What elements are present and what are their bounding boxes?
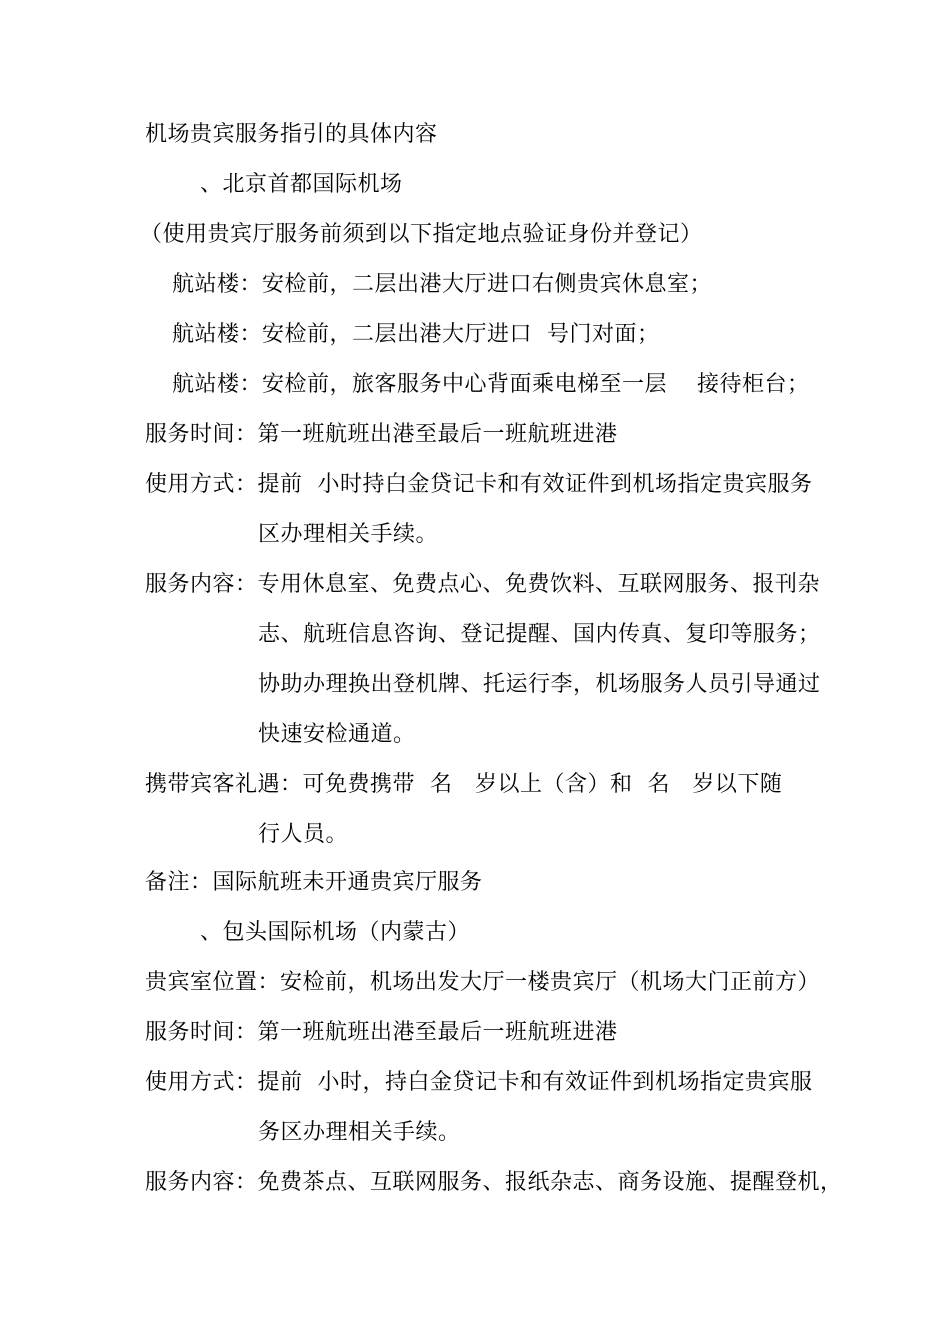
document-title: 机场贵宾服务指引的具体内容 (145, 122, 438, 147)
service-content-continued: 协助办理换出登机牌、托运行李，机场服务人员引导通过 (258, 672, 821, 697)
usage-method: 使用方式：提前 小时，持白金贷记卡和有效证件到机场指定贵宾服 (145, 1070, 813, 1095)
service-content: 服务内容：免费茶点、互联网服务、报纸杂志、商务设施、提醒登机， (145, 1170, 843, 1195)
service-content-continued: 快速安检通道。 (258, 722, 416, 747)
terminal-line: 航站楼：安检前，旅客服务中心背面乘电梯至一层 接待柜台； (172, 372, 810, 397)
lounge-location: 贵宾室位置：安检前，机场出发大厅一楼贵宾厅（机场大门正前方） (145, 970, 821, 995)
service-time: 服务时间：第一班航班出港至最后一班航班进港 (145, 422, 618, 447)
section-heading-baotou: 、包头国际机场（内蒙古） (200, 920, 471, 945)
service-time: 服务时间：第一班航班出港至最后一班航班进港 (145, 1020, 618, 1045)
guest-privilege: 携带宾客礼遇：可免费携带 名 岁以上（含）和 名 岁以下随 (145, 772, 783, 797)
usage-method-continued: 区办理相关手续。 (258, 522, 439, 547)
registration-note: （使用贵宾厅服务前须到以下指定地点验证身份并登记） (140, 222, 703, 247)
usage-method: 使用方式：提前 小时持白金贷记卡和有效证件到机场指定贵宾服务 (145, 472, 813, 497)
service-content-continued: 志、航班信息咨询、登记提醒、国内传真、复印等服务； (258, 622, 821, 647)
usage-method-continued: 务区办理相关手续。 (258, 1120, 461, 1145)
guest-privilege-continued: 行人员。 (258, 822, 349, 847)
section-heading-beijing: 、北京首都国际机场 (200, 172, 403, 197)
remark: 备注：国际航班未开通贵宾厅服务 (145, 870, 483, 895)
terminal-line: 航站楼：安检前，二层出港大厅进口右侧贵宾休息室； (172, 272, 713, 297)
service-content: 服务内容：专用休息室、免费点心、免费饮料、互联网服务、报刊杂 (145, 572, 821, 597)
terminal-line: 航站楼：安检前，二层出港大厅进口 号门对面； (172, 322, 660, 347)
